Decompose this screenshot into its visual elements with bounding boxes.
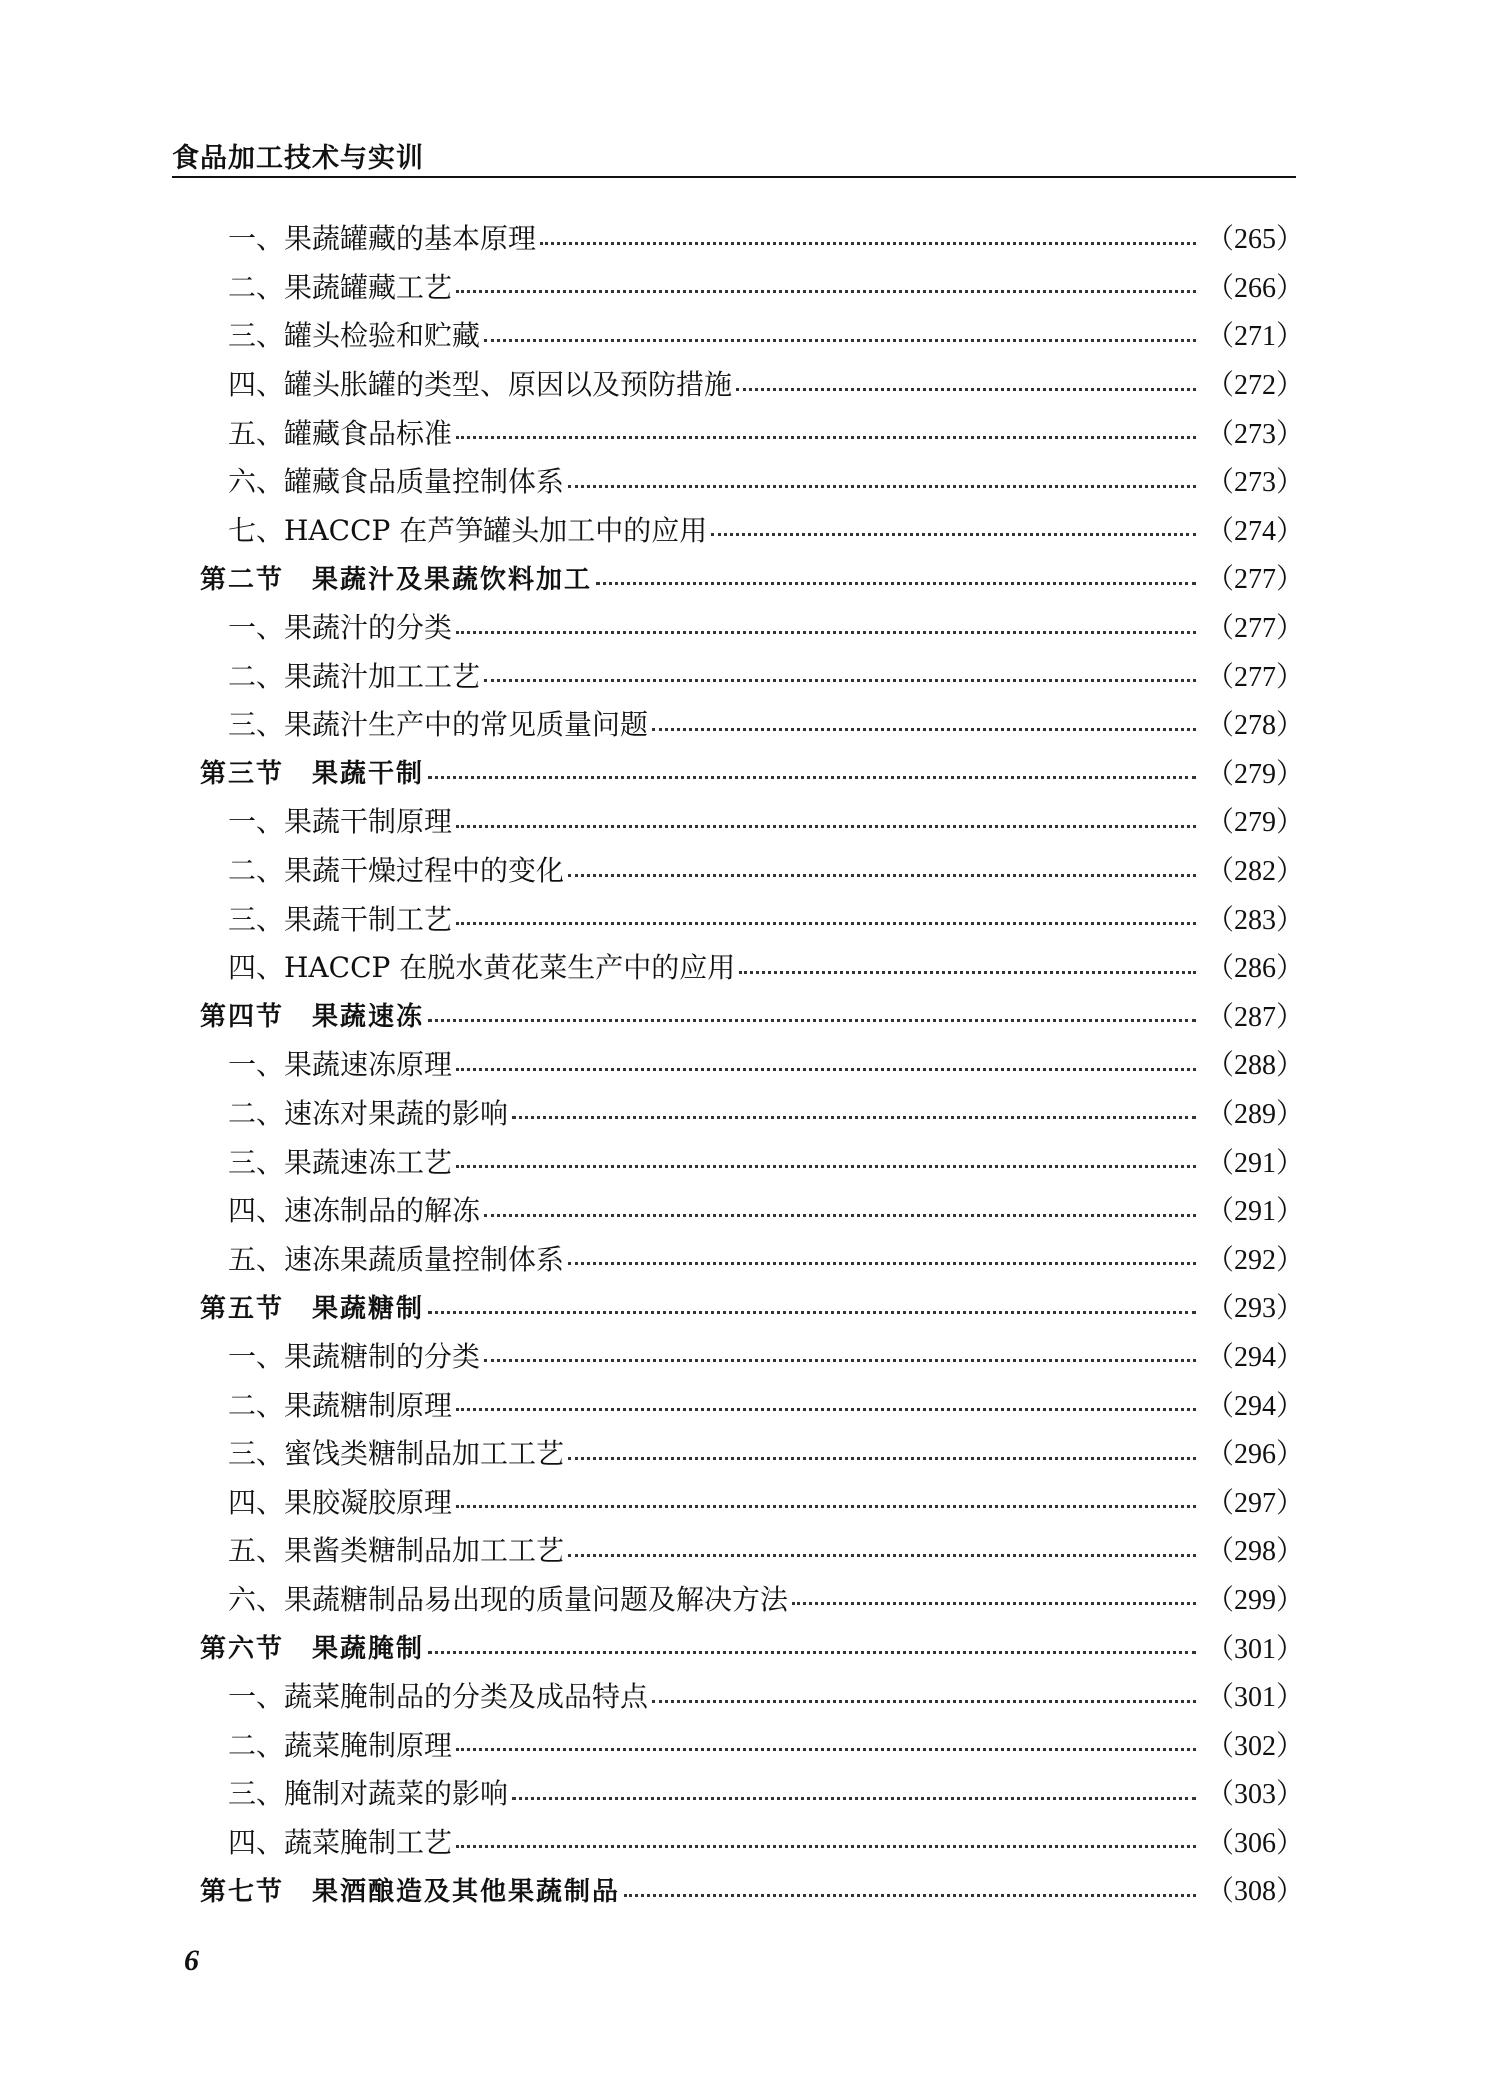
toc-dot-leader (456, 290, 1196, 293)
toc-entry-title: 六、果蔬糖制品易出现的质量问题及解决方法 (228, 1582, 789, 1616)
toc-entry-row (0, 1233, 1504, 1282)
toc-dot-leader (568, 1457, 1196, 1460)
toc-entry-title: 一、果蔬速冻原理 (228, 1048, 453, 1082)
toc-page-number: （288） (1206, 1050, 1305, 1082)
toc-page-number: （277） (1206, 613, 1305, 645)
toc-section-row (0, 991, 1504, 1040)
toc-entry-title: 二、果蔬糖制原理 (228, 1388, 453, 1422)
toc-page-number: （266） (1206, 272, 1305, 304)
toc-page-number: （302） (1206, 1730, 1305, 1762)
toc-page-number: （287） (1206, 1001, 1305, 1033)
toc-entry-row (0, 1525, 1504, 1574)
toc-entry-title: 三、罐头检验和贮藏 (228, 319, 481, 353)
toc-section-title: 第三节 果蔬干制 (200, 759, 425, 790)
toc-page-number: （273） (1206, 418, 1305, 450)
toc-entry-row (0, 1574, 1504, 1623)
toc-entry-row (0, 262, 1504, 311)
page-number: 6 (184, 1944, 199, 1977)
toc-dot-leader (484, 1214, 1196, 1217)
toc-entry-row (0, 1185, 1504, 1234)
toc-entry-title: 三、蜜饯类糖制品加工工艺 (228, 1437, 565, 1471)
toc-entry-title: 一、蔬菜腌制品的分类及成品特点 (228, 1680, 649, 1714)
toc-entry-title: 一、果蔬糖制的分类 (228, 1339, 481, 1373)
toc-entry-row (0, 1379, 1504, 1428)
toc-section-row (0, 1282, 1504, 1331)
toc-entry-row (0, 942, 1504, 991)
toc-entry-row (0, 1476, 1504, 1525)
toc-page-number: （271） (1206, 321, 1305, 353)
toc-entry-title: 二、果蔬罐藏工艺 (228, 270, 453, 304)
toc-entry-row (0, 407, 1504, 456)
toc-dot-leader (456, 436, 1196, 439)
toc-page-number: （278） (1206, 710, 1305, 742)
toc-page-number: （265） (1206, 224, 1305, 256)
toc-entry-title: 六、罐藏食品质量控制体系 (228, 465, 565, 499)
toc-section-title: 第七节 果酒酿造及其他果蔬制品 (200, 1876, 621, 1907)
toc-page-number: （298） (1206, 1536, 1305, 1568)
toc-entry-title: 二、蔬菜腌制原理 (228, 1728, 453, 1762)
toc-entry-title: 三、果蔬汁生产中的常见质量问题 (228, 708, 649, 742)
toc-dot-leader (652, 1700, 1196, 1703)
toc-page-number: （308） (1206, 1876, 1305, 1908)
toc-entry-title: 二、果蔬汁加工工艺 (228, 659, 481, 693)
toc-section-row (0, 553, 1504, 602)
toc-entry-title: 三、腌制对蔬菜的影响 (228, 1777, 509, 1811)
toc-dot-leader (512, 1116, 1196, 1119)
toc-page-number: （291） (1206, 1196, 1305, 1228)
toc-page-number: （294） (1206, 1341, 1305, 1373)
toc-entry-row (0, 1671, 1504, 1720)
toc-entry-row (0, 699, 1504, 748)
toc-page-number: （291） (1206, 1147, 1305, 1179)
toc-page-number: （301） (1206, 1633, 1305, 1665)
toc-page-number: （277） (1206, 661, 1305, 693)
toc-entry-title: 四、罐头胀罐的类型、原因以及预防措施 (228, 368, 733, 402)
toc-entry-title: 三、果蔬干制工艺 (228, 902, 453, 936)
toc-page-number: （279） (1206, 807, 1305, 839)
toc-section-row (0, 748, 1504, 797)
toc-dot-leader (484, 679, 1196, 682)
toc-dot-leader (456, 1748, 1196, 1751)
toc-entry-title: 五、速冻果蔬质量控制体系 (228, 1242, 565, 1276)
toc-page-number: （301） (1206, 1682, 1305, 1714)
toc-entry-row (0, 1428, 1504, 1477)
toc-page-number: （277） (1206, 564, 1305, 596)
toc-dot-leader (568, 874, 1196, 877)
toc-dot-leader (456, 922, 1196, 925)
toc-dot-leader (739, 971, 1196, 974)
toc-entry-title: 四、蔬菜腌制工艺 (228, 1825, 453, 1859)
running-header-title: 食品加工技术与实训 (172, 143, 424, 174)
toc-page-number: （289） (1206, 1098, 1305, 1130)
toc-dot-leader (428, 1651, 1196, 1654)
toc-entry-title: 七、HACCP 在芦笋罐头加工中的应用 (228, 513, 708, 547)
toc-entry-title: 一、果蔬罐藏的基本原理 (228, 222, 537, 256)
toc-entry-row (0, 1331, 1504, 1380)
toc-entry-row (0, 310, 1504, 359)
toc-page-number: （306） (1206, 1827, 1305, 1859)
toc-dot-leader (596, 582, 1196, 585)
toc-entry-row (0, 456, 1504, 505)
toc-dot-leader (456, 1845, 1196, 1848)
toc-dot-leader (428, 776, 1196, 779)
toc-dot-leader (456, 825, 1196, 828)
table-of-contents (0, 213, 1504, 1914)
toc-page-number: （274） (1206, 515, 1305, 547)
toc-dot-leader (736, 388, 1196, 391)
toc-dot-leader (568, 485, 1196, 488)
toc-entry-row (0, 1817, 1504, 1866)
toc-section-row (0, 1865, 1504, 1914)
toc-entry-title: 二、果蔬干燥过程中的变化 (228, 854, 565, 888)
toc-page-number: （294） (1206, 1390, 1305, 1422)
toc-dot-leader (792, 1602, 1196, 1605)
toc-dot-leader (624, 1894, 1196, 1897)
toc-section-title: 第五节 果蔬糖制 (200, 1293, 425, 1324)
toc-dot-leader (456, 1068, 1196, 1071)
toc-page-number: （299） (1206, 1584, 1305, 1616)
toc-dot-leader (456, 631, 1196, 634)
toc-entry-row (0, 505, 1504, 554)
toc-page-number: （293） (1206, 1293, 1305, 1325)
toc-page-number: （292） (1206, 1244, 1305, 1276)
toc-page-number: （283） (1206, 904, 1305, 936)
toc-page-number: （297） (1206, 1487, 1305, 1519)
toc-entry-row (0, 796, 1504, 845)
toc-entry-title: 三、果蔬速冻工艺 (228, 1145, 453, 1179)
toc-page-number: （273） (1206, 467, 1305, 499)
toc-dot-leader (428, 1311, 1196, 1314)
toc-section-title: 第四节 果蔬速冻 (200, 1002, 425, 1033)
toc-dot-leader (428, 1019, 1196, 1022)
toc-entry-title: 五、果酱类糖制品加工工艺 (228, 1534, 565, 1568)
toc-dot-leader (484, 339, 1196, 342)
toc-entry-row (0, 1088, 1504, 1137)
toc-dot-leader (456, 1408, 1196, 1411)
toc-dot-leader (652, 728, 1196, 731)
toc-dot-leader (568, 1262, 1196, 1265)
toc-page-number: （272） (1206, 370, 1305, 402)
toc-entry-title: 一、果蔬干制原理 (228, 805, 453, 839)
toc-entry-row (0, 1039, 1504, 1088)
toc-dot-leader (568, 1554, 1196, 1557)
toc-dot-leader (484, 1359, 1196, 1362)
toc-page-number: （303） (1206, 1779, 1305, 1811)
header-rule (172, 176, 1296, 178)
toc-entry-title: 一、果蔬汁的分类 (228, 611, 453, 645)
toc-entry-row (0, 1768, 1504, 1817)
toc-entry-row (0, 602, 1504, 651)
toc-entry-title: 五、罐藏食品标准 (228, 416, 453, 450)
toc-entry-row (0, 1136, 1504, 1185)
toc-entry-title: 四、HACCP 在脱水黄花菜生产中的应用 (228, 951, 736, 985)
toc-dot-leader (456, 1505, 1196, 1508)
toc-dot-leader (711, 533, 1196, 536)
toc-entry-row (0, 845, 1504, 894)
toc-dot-leader (512, 1797, 1196, 1800)
toc-page-number: （282） (1206, 856, 1305, 888)
toc-entry-row (0, 893, 1504, 942)
toc-entry-row (0, 650, 1504, 699)
toc-page-number: （286） (1206, 953, 1305, 985)
toc-entry-row (0, 213, 1504, 262)
toc-page-number: （296） (1206, 1439, 1305, 1471)
toc-dot-leader (540, 242, 1196, 245)
toc-entry-title: 二、速冻对果蔬的影响 (228, 1096, 509, 1130)
toc-entry-title: 四、果胶凝胶原理 (228, 1485, 453, 1519)
toc-entry-title: 四、速冻制品的解冻 (228, 1194, 481, 1228)
toc-section-title: 第六节 果蔬腌制 (200, 1634, 425, 1665)
toc-dot-leader (456, 1165, 1196, 1168)
toc-section-row (0, 1622, 1504, 1671)
toc-entry-row (0, 359, 1504, 408)
toc-section-title: 第二节 果蔬汁及果蔬饮料加工 (200, 564, 593, 595)
toc-page-number: （279） (1206, 758, 1305, 790)
toc-entry-row (0, 1719, 1504, 1768)
